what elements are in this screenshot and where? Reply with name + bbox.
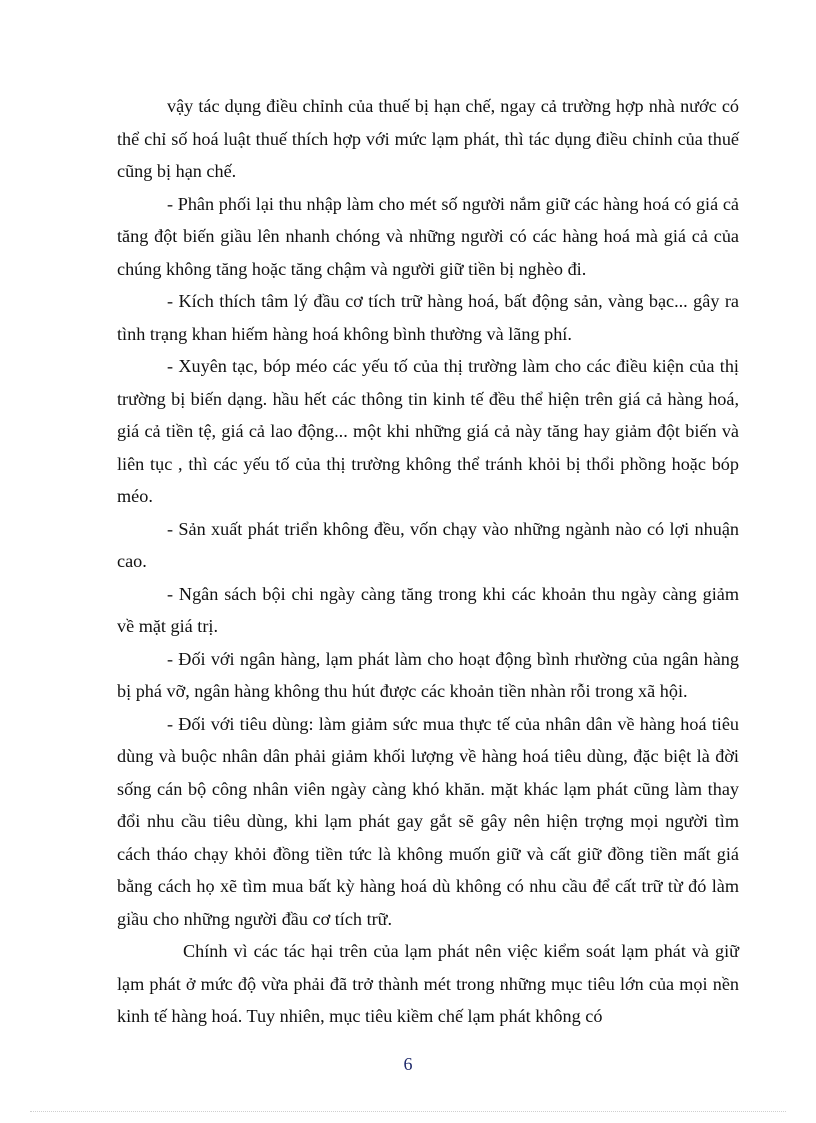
bullet-income-redistribution: - Phân phối lại thu nhập làm cho mét số người nắm giữ các hàng hoá có giá cả tăng đột biến giầu lên nhanh chóng và những người có các hàng hoá mà giá cả của chúng không tăng hoặc tăng chậm và người giữ tiền bị nghèo đi. [117, 193, 739, 279]
page-number: 6 [403, 1054, 413, 1074]
paragraph-conclusion: Chính vì các tác hại trên của lạm phát nên việc kiểm soát lạm phát và giữ lạm phát ở mức độ vừa phải đã trở thành mét trong những mục tiêu lớn của mọi nền kinh tế hàng hoá. Tuy nhiên, mục tiêu kiềm chế lạm phát không có [117, 941, 739, 1026]
paragraph-continuation: vậy tác dụng điều chỉnh của thuế bị hạn chế, ngay cả trường hợp nhà nước có thể chỉ số hoá luật thuế thích hợp với mức lạm phát, thì tác dụng điều chỉnh của thuế cũng bị hạn chế. [117, 96, 739, 181]
bullet-budget-deficit: - Ngân sách bội chi ngày càng tăng trong khi các khoản thu ngày càng giảm về mặt giá trị. [117, 583, 739, 636]
bullet-banking: - Đối với ngân hàng, lạm phát làm cho hoạt động bình rhường của ngân hàng bị phá vỡ, ngân hàng không thu hút được các khoản tiền nhàn rỗi trong xã hội. [117, 648, 739, 701]
bullet-uneven-production: - Sản xuất phát triển không đều, vốn chạy vào những ngành nào có lợi nhuận cao. [117, 518, 739, 571]
bullet-consumption: - Đối với tiêu dùng: làm giảm sức mua thực tế của nhân dân về hàng hoá tiêu dùng và buộc nhân dân phải giảm khối lượng về hàng hoá tiêu dùng, đặc biệt là đời sống cán bộ công nhân viên ngày càng khó khăn. mặt khác lạm phát cũng làm thay đổi nhu cầu tiêu dùng, khi lạm phát gay gắt sẽ gây nên hiện trợng mọi người tìm cách tháo chạy khỏi đồng tiền tức là không muốn giữ và cất giữ đồng tiền mất giá bằng cách họ xẽ tìm mua bất kỳ hàng hoá dù không có nhu cầu để cất trữ từ đó làm giầu cho những người đầu cơ tích trữ. [117, 713, 739, 929]
bullet-speculation: - Kích thích tâm lý đầu cơ tích trữ hàng hoá, bất động sản, vàng bạc... gây ra tình trạng khan hiếm hàng hoá không bình thường và lãng phí. [117, 291, 739, 344]
bullet-market-distortion: - Xuyên tạc, bóp méo các yếu tố của thị trường làm cho các điều kiện của thị trường bị biến dạng. hầu hết các thông tin kinh tế đều thể hiện trên giá cả hàng hoá, giá cả tiền tệ, giá cả lao động... một khi những giá cả này tăng hay giảm đột biến và liên tục , thì các yếu tố của thị trường không thể tránh khỏi bị thổi phồng hoặc bóp méo. [117, 356, 739, 506]
footer-divider [30, 1111, 786, 1112]
body-text [117, 90, 739, 1033]
